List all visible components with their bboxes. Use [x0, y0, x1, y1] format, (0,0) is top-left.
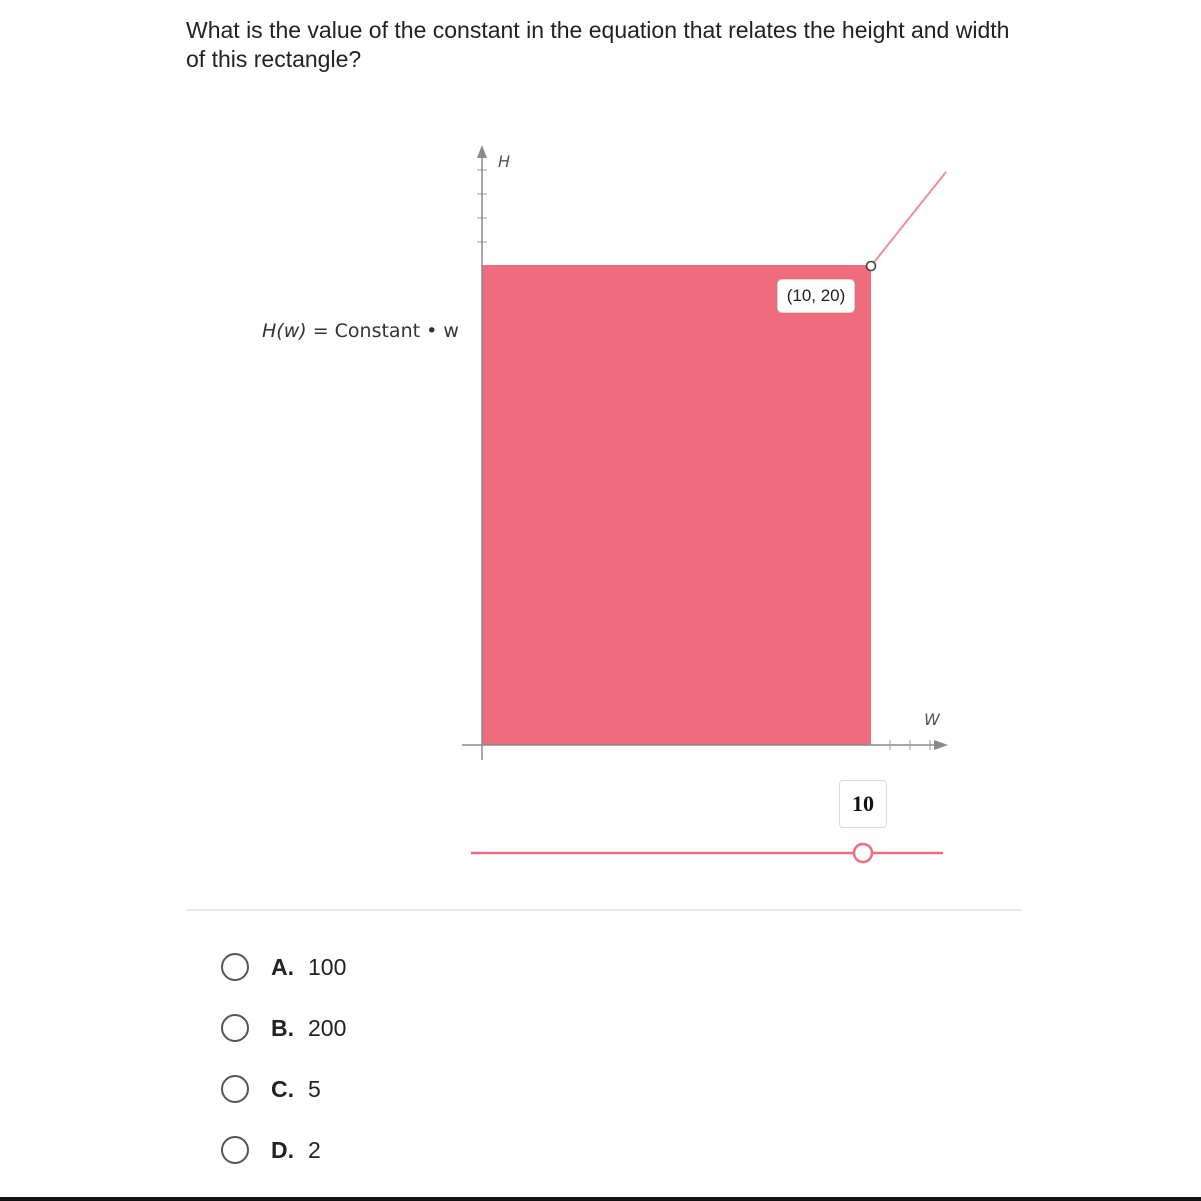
- radio-button[interactable]: [221, 1136, 249, 1164]
- point-label: (10, 20): [777, 279, 855, 313]
- choice-text: 200: [308, 1014, 347, 1041]
- slider-handle[interactable]: [854, 844, 872, 862]
- question-text: What is the value of the constant in the equation that relates the height and width of this rectangle?: [186, 17, 1010, 72]
- x-axis-arrow: [934, 740, 948, 750]
- slider-value: 10: [839, 780, 887, 828]
- y-axis-arrow: [477, 145, 487, 158]
- choice-letter: C.: [271, 1075, 294, 1102]
- rectangle-shape: [482, 265, 871, 745]
- choice-b[interactable]: [221, 1009, 346, 1047]
- choice-a[interactable]: [221, 948, 346, 986]
- choice-text: 2: [308, 1136, 321, 1163]
- choice-letter: A.: [271, 953, 294, 980]
- choice-d[interactable]: [221, 1131, 346, 1169]
- radio-button[interactable]: [221, 1075, 249, 1103]
- divider: [186, 909, 1022, 911]
- choice-text: 100: [308, 953, 347, 980]
- bottom-border: [0, 1197, 1201, 1201]
- corner-point[interactable]: [867, 262, 876, 271]
- choice-c[interactable]: [221, 1070, 346, 1108]
- equation-function: H(w): [262, 320, 307, 342]
- radio-button[interactable]: [221, 953, 249, 981]
- x-axis-label: W: [924, 710, 940, 729]
- equation-rest: = Constant • w: [306, 320, 459, 342]
- choice-letter: D.: [271, 1136, 294, 1163]
- choice-text: 5: [308, 1075, 321, 1102]
- relation-line: [871, 172, 946, 266]
- choice-letter: B.: [271, 1014, 294, 1041]
- y-axis-label: H: [498, 152, 511, 171]
- answer-choices: [221, 948, 346, 1192]
- radio-button[interactable]: [221, 1014, 249, 1042]
